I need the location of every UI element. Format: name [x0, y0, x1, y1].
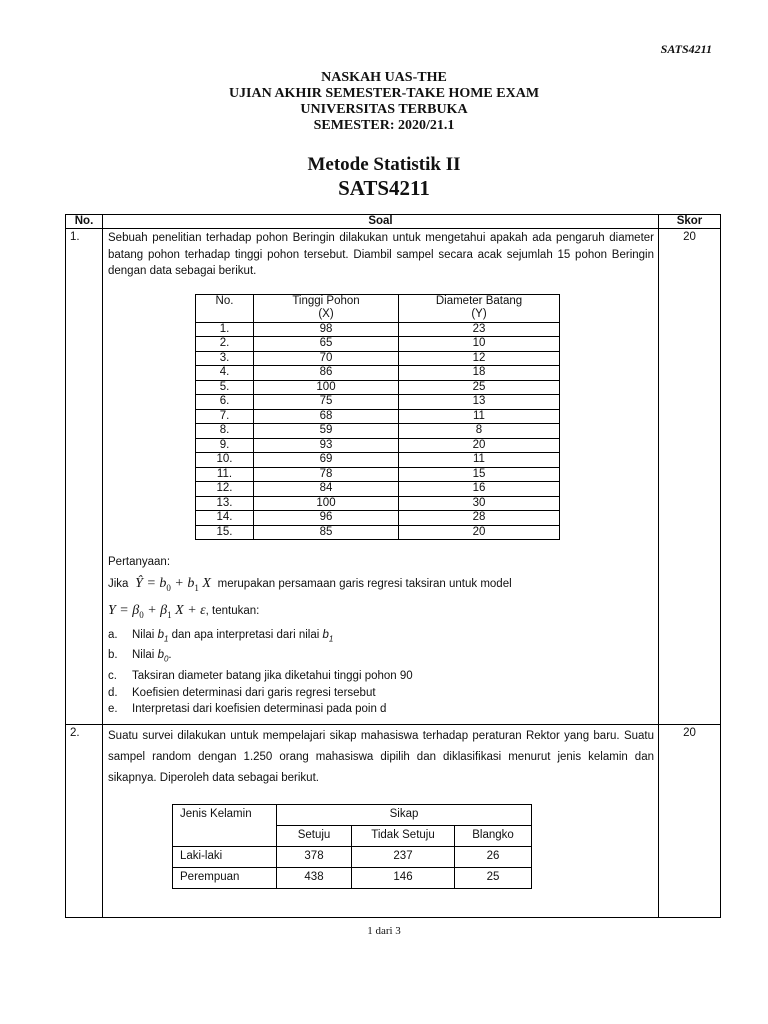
survey-cell: 146: [352, 868, 455, 889]
question-item: [108, 647, 654, 668]
question-items: [108, 627, 654, 718]
tree-cell-x: 85: [254, 525, 399, 540]
tree-cell-no: 5.: [196, 380, 254, 395]
tree-data-row: [196, 322, 560, 337]
tree-cell-y: 23: [399, 322, 560, 337]
question-score: 20: [659, 229, 721, 725]
tree-cell-y: 18: [399, 366, 560, 381]
tree-cell-x: 75: [254, 395, 399, 410]
header-line-1: NASKAH UAS-THE: [321, 70, 447, 85]
col-header-tidak-setuju: Tidak Setuju: [352, 826, 455, 847]
tree-data-row: [196, 395, 560, 410]
item-letter: a.: [108, 628, 118, 641]
tree-cell-x: 69: [254, 453, 399, 468]
tree-cell-x: 65: [254, 337, 399, 352]
survey-cell: 378: [277, 847, 352, 868]
col-header-sikap: Sikap: [277, 805, 532, 826]
item-letter: d.: [108, 686, 118, 699]
survey-cell: 438: [277, 868, 352, 889]
tree-cell-x: 96: [254, 511, 399, 526]
question-item: [108, 685, 654, 702]
survey-data-row: [173, 847, 532, 868]
tree-data-row: [196, 351, 560, 366]
item-text-pre: Nilai: [132, 649, 158, 662]
item-letter: c.: [108, 670, 117, 683]
question-table: [65, 214, 721, 918]
tree-cell-y: 16: [399, 482, 560, 497]
tree-cell-no: 2.: [196, 337, 254, 352]
col-header-jenis-kelamin: Jenis Kelamin: [173, 805, 277, 847]
tree-data-row: [196, 438, 560, 453]
population-model-formula: $Y = \beta_0 + \beta_1$ X + ε: [108, 602, 206, 620]
course-title-block: [0, 154, 768, 200]
item-var2: b: [322, 628, 329, 641]
col-header-no: No.: [196, 294, 254, 322]
tree-cell-no: 11.: [196, 467, 254, 482]
question-item: [108, 701, 654, 718]
tree-cell-x: 86: [254, 366, 399, 381]
question-number: 1.: [66, 229, 103, 725]
tree-cell-no: 1.: [196, 322, 254, 337]
tree-data-header: [196, 294, 560, 322]
tree-cell-y: 10: [399, 337, 560, 352]
question-table-header: [66, 215, 721, 229]
question-item: [108, 627, 654, 648]
header-skor: Skor: [659, 215, 721, 229]
item-sub1: 1: [163, 633, 169, 643]
tree-data-row: [196, 511, 560, 526]
tree-data-row: [196, 424, 560, 439]
tree-cell-x: 100: [254, 496, 399, 511]
tree-cell-x: 70: [254, 351, 399, 366]
item-letter: e.: [108, 703, 118, 716]
tree-data-row: [196, 525, 560, 540]
tree-data-row: [196, 496, 560, 511]
survey-data-table: [172, 804, 532, 889]
tree-cell-x: 100: [254, 380, 399, 395]
tree-cell-x: 84: [254, 482, 399, 497]
tree-cell-no: 10.: [196, 453, 254, 468]
item-var1: b: [157, 628, 164, 641]
tree-cell-x: 98: [254, 322, 399, 337]
item-text-mid: .: [168, 649, 172, 662]
tree-cell-y: 8: [399, 424, 560, 439]
item-text: Koefisien determinasi dari garis regresi tersebut: [132, 686, 376, 699]
survey-cell: 26: [455, 847, 532, 868]
tree-cell-y: 20: [399, 525, 560, 540]
tree-cell-x: 68: [254, 409, 399, 424]
item-sub2: 1: [328, 633, 334, 643]
question-intro: Sebuah penelitian terhadap pohon Beringin dilakukan untuk mengetahui apakah ada pengaruh diameter batang pohon terhadap tinggi pohon tersebut. Diambil sampel secara acak sejumlah 15 pohon Beringin dengan data sebagai berikut.: [108, 232, 654, 277]
survey-row-label: Laki-laki: [173, 847, 277, 868]
survey-header-row-1: [173, 805, 532, 826]
header-no: No.: [66, 215, 103, 229]
question-item: [108, 668, 654, 685]
course-name: Metode Statistik II: [307, 154, 461, 175]
header-soal: Soal: [103, 215, 659, 229]
item-text: Interpretasi dari koefisien determinasi pada poin d: [132, 703, 387, 716]
header-line-3: UNIVERSITAS TERBUKA: [300, 102, 468, 117]
tree-cell-no: 3.: [196, 351, 254, 366]
item-text-mid: dan apa interpretasi dari nilai: [168, 628, 323, 641]
tree-cell-x: 78: [254, 467, 399, 482]
tree-cell-y: 30: [399, 496, 560, 511]
question-body: [103, 725, 659, 918]
tree-cell-y: 11: [399, 453, 560, 468]
tree-data-row: [196, 380, 560, 395]
tree-cell-no: 12.: [196, 482, 254, 497]
tree-cell-y: 15: [399, 467, 560, 482]
tree-cell-y: 11: [399, 409, 560, 424]
survey-row-label: Perempuan: [173, 868, 277, 889]
tree-data-row: [196, 467, 560, 482]
item-text: Taksiran diameter batang jika diketahui tinggi pohon 90: [132, 670, 413, 683]
jika-text: Jika: [108, 578, 129, 590]
header-line-2: UJIAN AKHIR SEMESTER-TAKE HOME EXAM: [228, 86, 540, 101]
survey-cell: 25: [455, 868, 532, 889]
tree-data-row: [196, 453, 560, 468]
tree-cell-y: 12: [399, 351, 560, 366]
question-body: [103, 229, 659, 725]
pertanyaan-label: Pertanyaan:: [108, 556, 171, 568]
question-number: 2.: [66, 725, 103, 918]
tree-data-row: [196, 337, 560, 352]
regression-line-2-text: , tentukan:: [205, 604, 260, 617]
tree-cell-y: 28: [399, 511, 560, 526]
tree-data-table: [195, 294, 560, 541]
regression-line-1: [108, 575, 654, 597]
tree-cell-no: 9.: [196, 438, 254, 453]
tree-cell-x: 93: [254, 438, 399, 453]
survey-cell: 237: [352, 847, 455, 868]
regression-line-2: [108, 602, 654, 624]
tree-cell-no: 13.: [196, 496, 254, 511]
tree-cell-y: 20: [399, 438, 560, 453]
col-header-x: Tinggi Pohon (X): [254, 294, 399, 322]
estimated-regression-formula: Ŷ = $b_0 + b_1$ X: [131, 576, 215, 593]
tree-data-row: [196, 409, 560, 424]
question-row-2: [66, 725, 721, 918]
exam-header: [0, 70, 768, 134]
regression-line-1-text: merupakan persamaan garis regresi taksiran untuk model: [217, 578, 512, 590]
tree-cell-y: 25: [399, 380, 560, 395]
tree-cell-no: 4.: [196, 366, 254, 381]
tree-cell-no: 15.: [196, 525, 254, 540]
col-header-blangko: Blangko: [455, 826, 532, 847]
item-var1: b: [157, 649, 164, 662]
tree-cell-no: 14.: [196, 511, 254, 526]
document-code: SATS4211: [660, 42, 712, 56]
tree-cell-no: 7.: [196, 409, 254, 424]
tree-cell-x: 59: [254, 424, 399, 439]
course-code: SATS4211: [338, 176, 430, 200]
tree-data-row: [196, 482, 560, 497]
tree-cell-no: 8.: [196, 424, 254, 439]
item-text-pre: Nilai: [132, 628, 158, 641]
col-header-y: Diameter Batang (Y): [399, 294, 560, 322]
question-row-1: [66, 229, 721, 725]
header-line-4: SEMESTER: 2020/21.1: [313, 118, 455, 133]
item-letter: b.: [108, 649, 118, 662]
tree-cell-no: 6.: [196, 395, 254, 410]
question-intro: Suatu survei dilakukan untuk mempelajari sikap mahasiswa terhadap peraturan Rektor yang baru. Suatu sampel random dengan 1.250 orang mahasiswa dipilih dan diklasifikasi menurut jenis kelamin dan sikapnya. Diperoleh data sebagai berikut.: [108, 730, 654, 784]
col-header-setuju: Setuju: [277, 826, 352, 847]
tree-cell-y: 13: [399, 395, 560, 410]
tree-data-row: [196, 366, 560, 381]
survey-data-row: [173, 868, 532, 889]
item-sub1: 0: [163, 654, 169, 664]
page-number: 1 dari 3: [367, 925, 401, 937]
question-score: 20: [659, 725, 721, 918]
